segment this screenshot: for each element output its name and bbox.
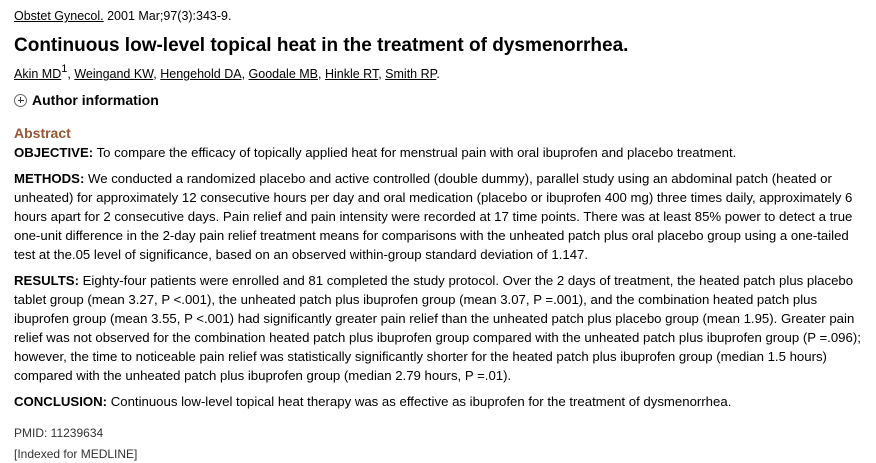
author-info-label: Author information (32, 92, 159, 108)
abstract-results (14, 271, 864, 385)
author-link[interactable]: Goodale MB (248, 67, 318, 82)
article-title: Continuous low-level topical heat in the treatment of dysmenorrhea. (14, 35, 629, 56)
author-link[interactable]: Hinkle RT (324, 67, 379, 82)
pmid: PMID: 11239634 (14, 426, 104, 440)
section-label: CONCLUSION: (14, 394, 108, 409)
author-link[interactable]: Weingand KW (74, 67, 154, 82)
section-label: METHODS: (14, 171, 85, 186)
author-link[interactable]: Akin MD (14, 67, 62, 82)
affiliation-marker: 1 (61, 63, 68, 75)
expand-plus-icon[interactable] (14, 94, 27, 107)
abstract-heading: Abstract (14, 125, 71, 141)
abstract-objective (14, 143, 864, 162)
citation (14, 9, 231, 23)
author-link[interactable]: Hengehold DA (160, 67, 242, 82)
author-link[interactable]: Smith RP (385, 67, 437, 82)
author-info-toggle[interactable] (14, 92, 159, 108)
author-list: Akin $MD^1$, Weingand KW, Hengehold DA, Goodale MB, Hinkle RT, Smith RP. (14, 63, 440, 82)
section-label: RESULTS: (14, 273, 79, 288)
section-text: We conducted a randomized placebo and active controlled (double dummy), parallel study using an abdominal patch (heated or unheated) for approximately 12 consecutive hours per day and oral medication (placebo or ibuprofen 400 mg) three times daily, approximately 6 hours apart for 2 consecutive days. Pain relief and pain intensity were recorded at 17 time points. There was at least 85% power to detect a true one-unit difference in the 2-day pain relief treatment means for comparisons with the unheated patch plus oral placebo group using a one-tailed test at the.05 level of significance, based on an observed within-group standard deviation of 1.147. (14, 171, 853, 262)
journal-link[interactable]: Obstet Gynecol. (14, 9, 104, 23)
citation-details: 2001 Mar;97(3):343-9. (103, 9, 232, 23)
abstract-conclusion (14, 392, 864, 411)
section-text: Eighty-four patients were enrolled and 81 completed the study protocol. Over the 2 days of treatment, the heated patch plus placebo tablet group (mean 3.27, P <.001), the unheated patch plus ibuprofen group (mean 3.07, P =.001), and the combination heated patch plus ibuprofen group (mean 3.55, P <.001) had significantly greater pain relief than the unheated patch plus placebo group (mean 1.95). Greater pain relief was not observed for the combination heated patch plus ibuprofen group compared with the unheated patch plus ibuprofen group (P =.096); however, the time to noticeable pain relief was statistically significantly shorter for the heated patch plus ibuprofen group (median 1.5 hours) compared with the unheated patch plus ibuprofen group (median 2.79 hours, P =.01). (14, 273, 861, 383)
abstract-body (14, 143, 864, 418)
section-text: To compare the efficacy of topically applied heat for menstrual pain with oral ibuprofen and placebo treatment. (93, 145, 737, 160)
abstract-methods (14, 169, 864, 264)
section-text: Continuous low-level topical heat therapy was as effective as ibuprofen for the treatment of dysmenorrhea. (107, 394, 732, 409)
indexed-status: [Indexed for MEDLINE] (14, 447, 138, 461)
section-label: OBJECTIVE: (14, 145, 94, 160)
